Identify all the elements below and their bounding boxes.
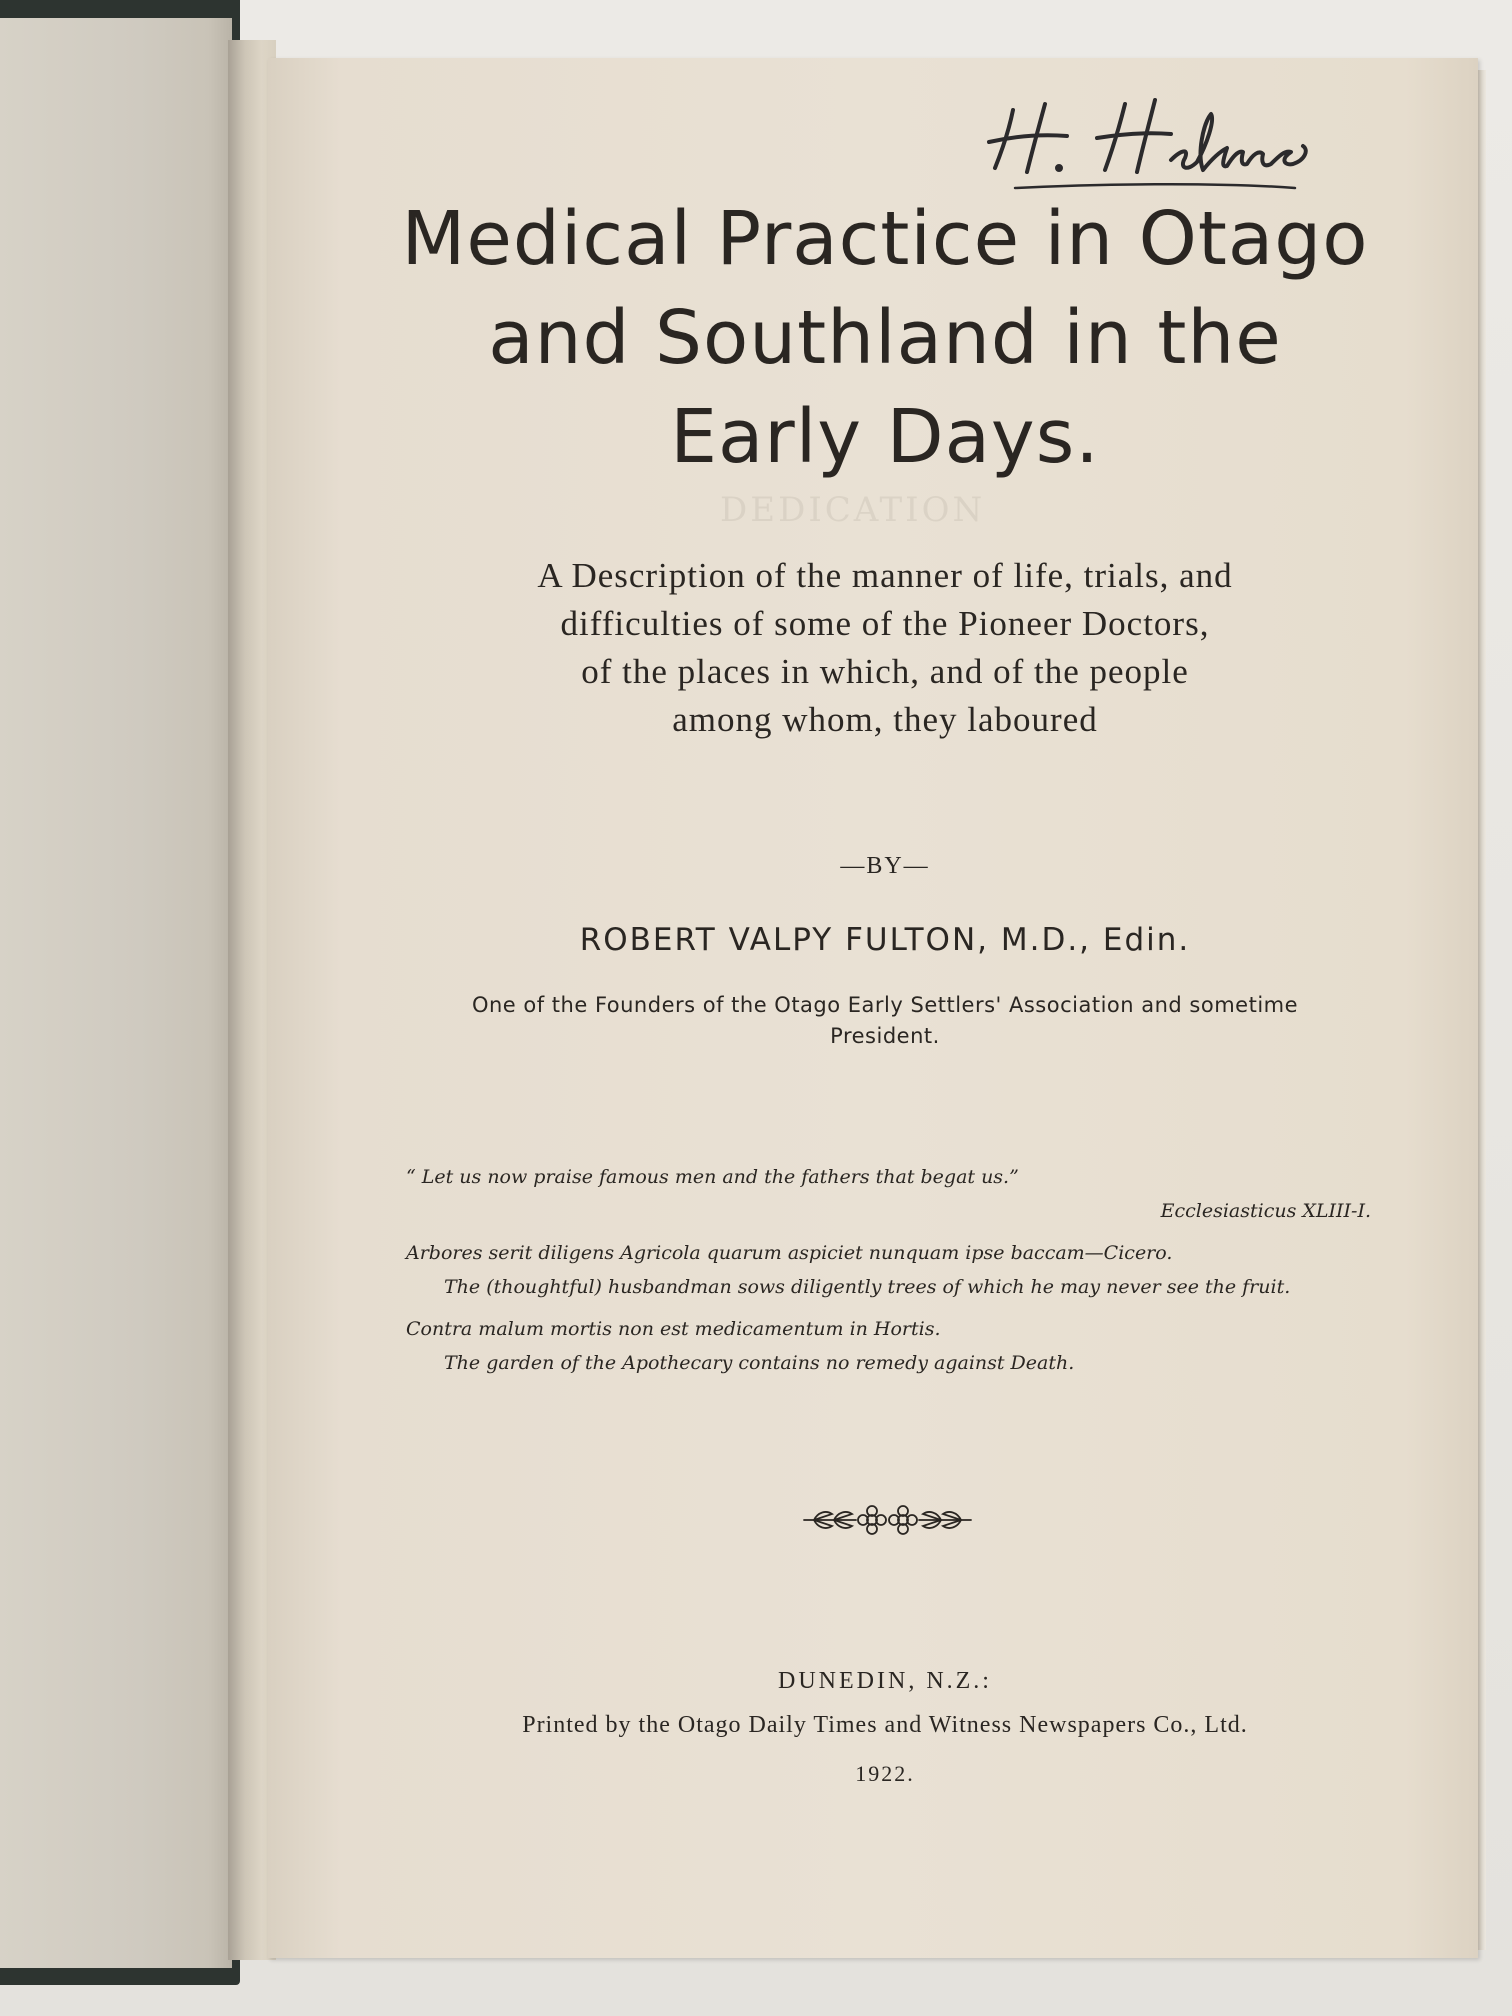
book-subtitle: [385, 552, 1385, 744]
title-line: and Southland in the: [488, 295, 1282, 381]
subtitle-line: difficulties of some of the Pioneer Doctors,: [560, 604, 1210, 643]
imprint-printer: Printed by the Otago Daily Times and Witness Newspapers Co., Ltd.: [522, 1712, 1248, 1738]
imprint-year: 1922.: [855, 1761, 915, 1786]
floral-ornament-icon: [800, 1500, 975, 1540]
epigraph-quote: “ Let us now praise famous men and the fathers that begat us.”: [406, 1166, 1019, 1188]
affiliation-line: President.: [830, 1024, 940, 1048]
title-line: Medical Practice in Otago: [401, 196, 1369, 282]
byline: —BY—: [840, 853, 930, 879]
author-affiliation: [385, 990, 1385, 1052]
imprint-city: DUNEDIN, N.Z.:: [778, 1668, 992, 1694]
subtitle-line: of the places in which, and of the people: [581, 652, 1189, 691]
subtitle-line: among whom, they laboured: [672, 700, 1098, 739]
endpaper-left: [0, 18, 232, 1968]
affiliation-line: One of the Founders of the Otago Early Settlers' Association and sometime: [471, 993, 1299, 1017]
epigraph-translation: The (thoughtful) husbandman sows diligently trees of which he may never see the fruit.: [444, 1276, 1291, 1298]
title-line: Early Days.: [670, 394, 1100, 480]
epigraphs: [406, 1160, 1371, 1380]
subtitle-line: A Description of the manner of life, trials, and: [537, 556, 1233, 595]
epigraph-quote: Contra malum mortis non est medicamentum in Hortis.: [406, 1318, 941, 1340]
author-name: ROBERT VALPY FULTON, M.D., Edin.: [579, 922, 1191, 958]
epigraph-quote: Arbores serit diligens Agricola quarum aspiciet nunquam ipse baccam—Cicero.: [406, 1242, 1173, 1264]
book-title: [360, 190, 1410, 487]
show-through-text: DEDICATION: [720, 490, 986, 530]
epigraph-translation: The garden of the Apothecary contains no remedy against Death.: [444, 1352, 1075, 1374]
handwritten-signature: [975, 90, 1355, 200]
epigraph-source: Ecclesiasticus XLIII-I.: [1160, 1200, 1371, 1222]
